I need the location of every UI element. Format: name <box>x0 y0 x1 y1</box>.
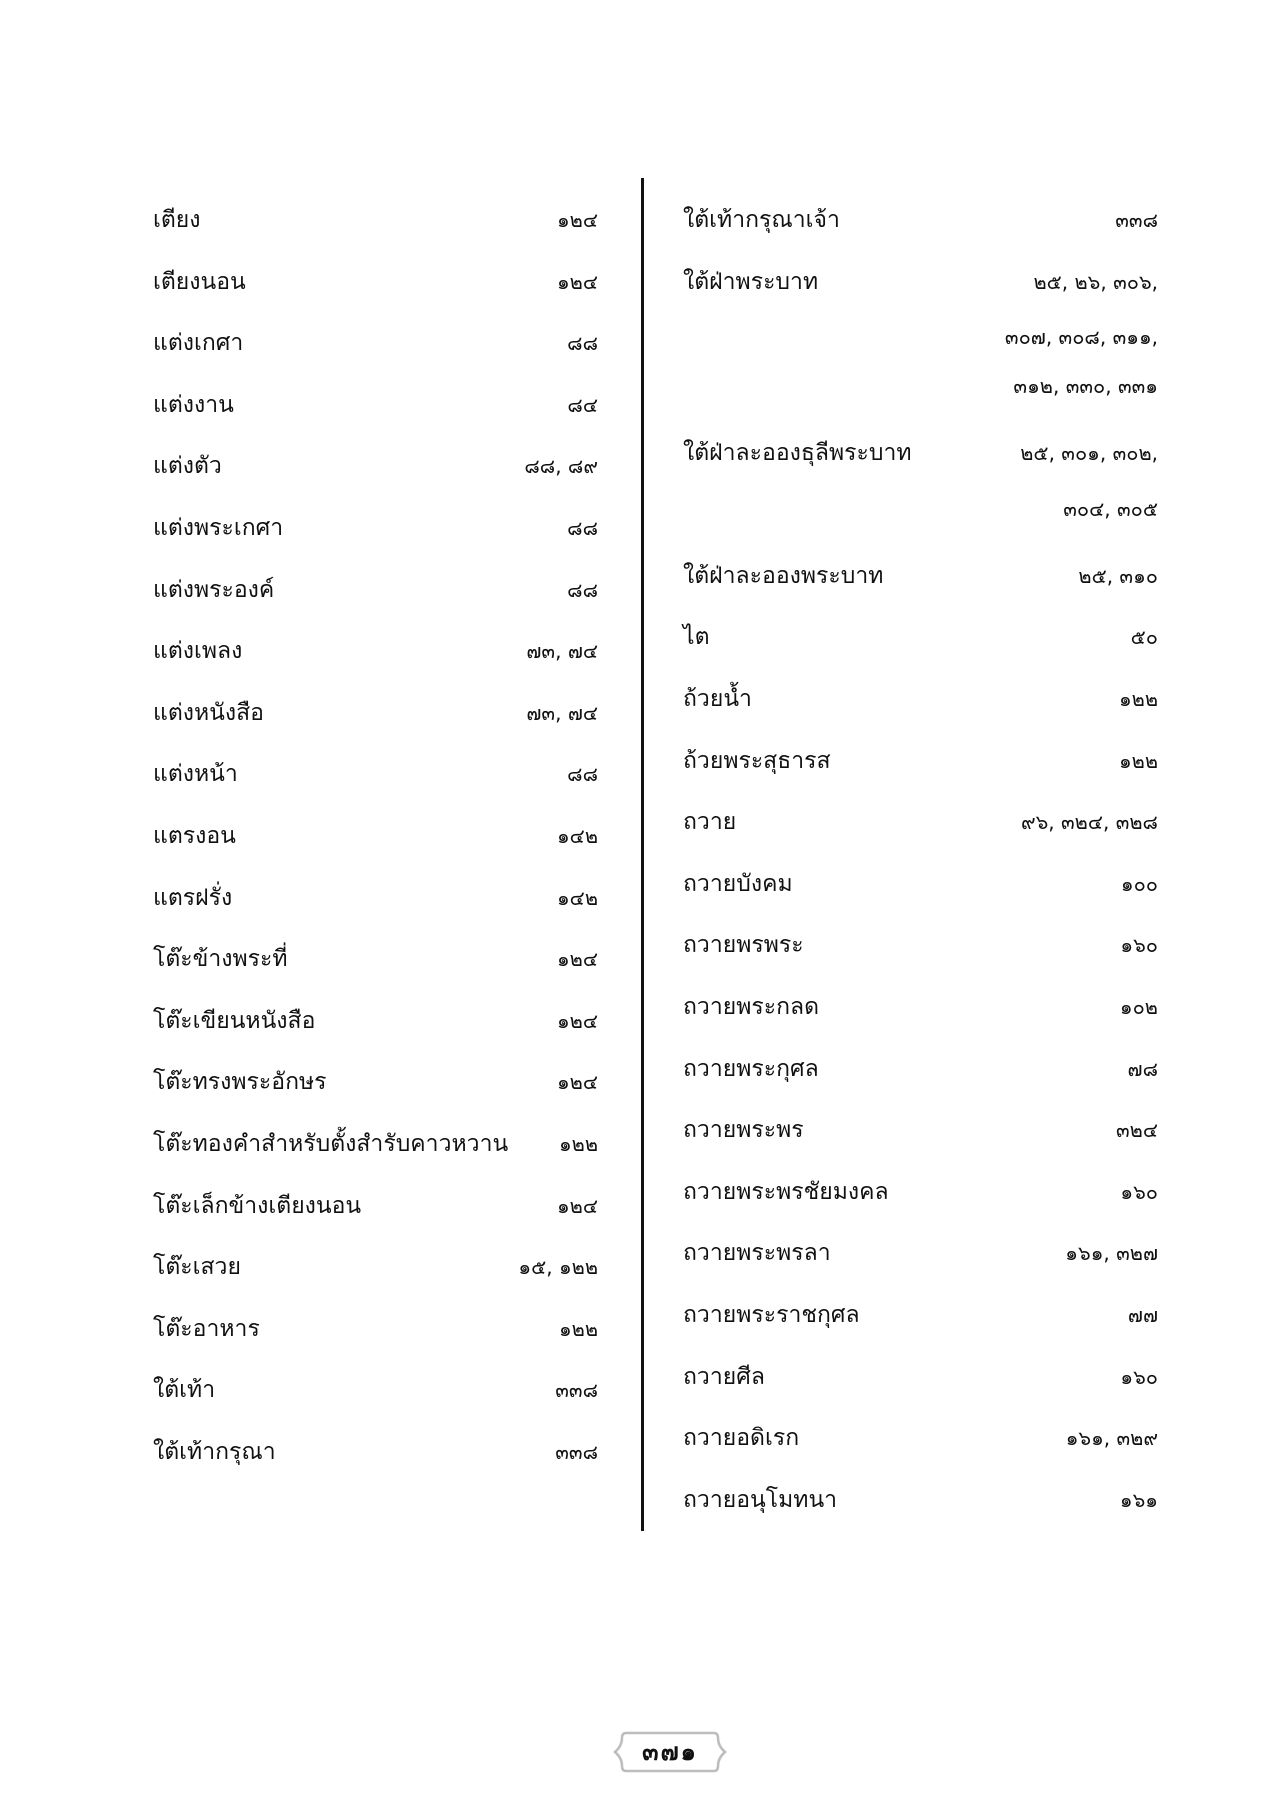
index-pages: ๑๒๒ <box>558 1131 598 1156</box>
index-entry <box>153 252 598 314</box>
index-entry <box>683 252 1158 424</box>
index-term: แต่งหน้า <box>153 761 238 788</box>
index-entry <box>683 423 1158 546</box>
index-pages: ๘๔ <box>567 392 598 417</box>
index-pages: ๑๒๒ <box>558 1316 598 1341</box>
index-entry <box>683 669 1158 731</box>
index-pages: ๑๖๑, ๓๒๗ <box>1065 1241 1158 1266</box>
index-entry <box>153 190 598 252</box>
index-pages: ๘๘ <box>567 762 598 787</box>
page-number: ๓๗๑ <box>642 1738 698 1766</box>
index-entry <box>153 1360 598 1422</box>
index-entry <box>153 1052 598 1114</box>
index-term: โต๊ะอาหาร <box>153 1315 260 1342</box>
index-entry <box>683 1162 1158 1224</box>
index-entry <box>683 1223 1158 1285</box>
index-entry <box>683 1100 1158 1162</box>
index-term: ถวายพระพรชัยมงคล <box>683 1178 889 1205</box>
column-divider <box>641 178 644 1531</box>
index-term: แต่งเกศา <box>153 330 244 357</box>
index-term: ถวายพระกุศล <box>683 1055 819 1082</box>
index-pages: ๙๖, ๓๒๔, ๓๒๘ <box>1020 810 1158 835</box>
index-pages: ๘๘, ๘๙ <box>524 454 598 479</box>
index-entry <box>153 929 598 991</box>
index-term: โต๊ะเล็กข้างเตียงนอน <box>153 1192 362 1219</box>
index-term: แตรงอน <box>153 822 236 849</box>
index-entry <box>153 1299 598 1361</box>
page-number-badge <box>612 1730 728 1774</box>
index-term: ใต้เท้ากรุณา <box>153 1438 276 1465</box>
index-pages: ๓๒๔ <box>1116 1118 1158 1143</box>
index-pages: ๒๕, ๓๑๐ <box>1078 563 1158 588</box>
index-entry <box>153 313 598 375</box>
index-pages: ๑๒๒ <box>1118 686 1158 711</box>
index-pages-line: ๓๐๗, ๓๐๘, ๓๑๑, <box>1004 325 1158 350</box>
index-term: ถ้วยพระสุธารส <box>683 747 831 774</box>
index-term: ถวายพรพระ <box>683 932 804 959</box>
index-pages: ๑๖๐ <box>1120 1364 1158 1389</box>
index-entry <box>683 792 1158 854</box>
index-term: โต๊ะทองคำสำหรับตั้งสำรับคาวหวาน <box>153 1130 509 1157</box>
index-term: ใต้เท้ากรุณาเจ้า <box>683 207 840 233</box>
index-term: ถวายศีล <box>683 1363 765 1390</box>
index-pages-line: ๒๕, ๒๖, ๓๐๖, <box>1033 269 1158 294</box>
index-entry <box>683 1408 1158 1470</box>
index-pages: ๘๘ <box>567 331 598 356</box>
index-entry <box>683 546 1158 608</box>
index-entry <box>153 1422 598 1484</box>
index-term: ถวายบังคม <box>683 870 793 897</box>
index-pages-line: ๓๐๔, ๓๐๕ <box>1063 496 1158 521</box>
index-entry <box>153 744 598 806</box>
index-term: โต๊ะเขียนหนังสือ <box>153 1007 316 1034</box>
index-term: ถวายอดิเรก <box>683 1425 800 1452</box>
index-entry <box>153 1176 598 1238</box>
index-entry <box>683 1285 1158 1347</box>
index-term: ใต้ฝ่าละอองพระบาท <box>683 562 884 589</box>
index-entry <box>153 1114 598 1176</box>
index-term: ถวายพระพรลา <box>683 1240 831 1267</box>
index-pages: ๓๓๘ <box>555 1439 598 1464</box>
index-term: ไต <box>683 624 710 651</box>
index-pages: ๑๒๒ <box>1118 748 1158 773</box>
index-entry <box>153 806 598 868</box>
index-entry <box>683 977 1158 1039</box>
index-pages <box>1005 252 1158 424</box>
index-term: ใต้เท้า <box>153 1377 216 1404</box>
index-term: เตียงนอน <box>153 268 246 295</box>
index-term: แต่งตัว <box>153 453 222 480</box>
index-pages: ๑๖๑, ๓๒๙ <box>1065 1426 1158 1451</box>
index-entry <box>153 868 598 930</box>
index-pages: ๗๓, ๗๔ <box>526 700 598 725</box>
index-entry <box>153 1237 598 1299</box>
index-pages: ๓๓๘ <box>1115 208 1158 232</box>
index-entry <box>683 1347 1158 1409</box>
index-pages-line: ๒๕, ๓๐๑, ๓๐๒, <box>1020 441 1158 466</box>
index-term: ถวาย <box>683 809 737 836</box>
index-pages: ๑๒๔ <box>556 1008 598 1033</box>
index-entry <box>153 375 598 437</box>
index-pages: ๑๐๒ <box>1119 994 1158 1019</box>
index-pages: ๗๗ <box>1127 1302 1158 1327</box>
index-pages: ๑๒๔ <box>556 947 598 972</box>
index-term: เตียง <box>153 207 201 233</box>
index-pages: ๓๓๘ <box>555 1378 598 1403</box>
index-entry <box>153 683 598 745</box>
index-term: แตรฝรั่ง <box>153 884 233 911</box>
index-term: ถวายพระพร <box>683 1117 804 1144</box>
index-pages: ๘๘ <box>567 515 598 540</box>
index-entry <box>683 915 1158 977</box>
index-pages: ๗๘ <box>1127 1056 1158 1081</box>
index-term: แต่งงาน <box>153 391 234 418</box>
index-pages <box>1020 423 1158 546</box>
index-pages: ๑๔๒ <box>556 885 598 910</box>
index-term: แต่งพระเกศา <box>153 514 284 541</box>
index-term: โต๊ะเสวย <box>153 1254 241 1281</box>
index-pages-line: ๓๑๒, ๓๓๐, ๓๓๑ <box>1013 374 1158 399</box>
index-term: ถ้วยน้ำ <box>683 685 752 712</box>
index-term: โต๊ะทรงพระอักษร <box>153 1069 327 1096</box>
index-term: ถวายพระราชกุศล <box>683 1301 860 1328</box>
index-entry <box>683 854 1158 916</box>
index-column-left <box>153 190 598 1483</box>
index-term: ใต้ฝ่าละอองธุลีพระบาท <box>683 440 912 467</box>
index-pages: ๗๓, ๗๔ <box>526 639 598 664</box>
index-pages: ๑๖๐ <box>1120 933 1158 958</box>
index-pages: ๕๐ <box>1130 625 1158 650</box>
index-term: แต่งพระองค์ <box>153 576 275 603</box>
index-pages: ๑๖๑ <box>1119 1487 1158 1512</box>
index-entry <box>683 1470 1158 1532</box>
index-term: ใต้ฝ่าพระบาท <box>683 268 819 295</box>
index-entry <box>683 190 1158 252</box>
index-pages: ๑๒๔ <box>556 1193 598 1218</box>
index-pages: ๑๒๔ <box>556 208 598 232</box>
index-entry <box>153 436 598 498</box>
index-column-right <box>683 190 1158 1531</box>
index-entry <box>683 1039 1158 1101</box>
index-term: ถวายพระกลด <box>683 993 820 1020</box>
index-entry <box>683 607 1158 669</box>
index-term: แต่งหนังสือ <box>153 699 264 726</box>
index-pages: ๑๖๐ <box>1120 1179 1158 1204</box>
index-entry <box>153 498 598 560</box>
index-pages: ๑๒๔ <box>556 1070 598 1095</box>
index-entry <box>683 731 1158 793</box>
index-pages: ๑๐๐ <box>1120 871 1158 896</box>
index-pages: ๑๕, ๑๒๒ <box>518 1255 598 1280</box>
index-pages: ๑๔๒ <box>556 823 598 848</box>
index-pages: ๑๒๔ <box>556 269 598 294</box>
index-term: ถวายอนุโมทนา <box>683 1486 838 1513</box>
index-entry <box>153 560 598 622</box>
index-pages: ๘๘ <box>567 577 598 602</box>
index-entry <box>153 621 598 683</box>
index-term: แต่งเพลง <box>153 638 243 665</box>
index-entry <box>153 991 598 1053</box>
index-term: โต๊ะข้างพระที่ <box>153 946 288 973</box>
